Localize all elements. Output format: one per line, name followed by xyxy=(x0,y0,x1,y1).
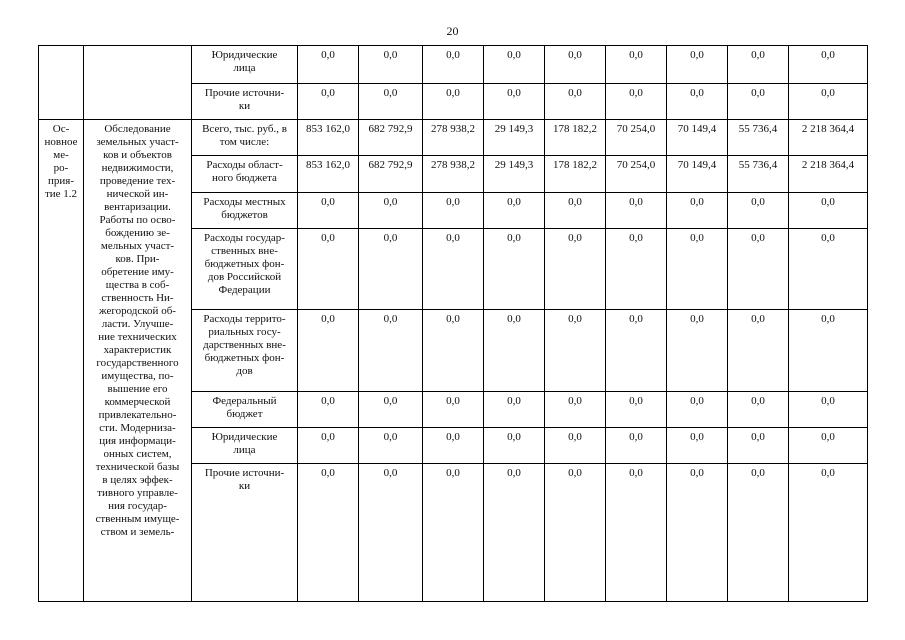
value-cell: 0,0 xyxy=(606,392,667,428)
value-cell: 0,0 xyxy=(484,229,545,310)
value-cell: 0,0 xyxy=(423,428,484,464)
funding-source-cell: Расходы област- ного бюджета xyxy=(192,156,298,193)
value-cell: 0,0 xyxy=(545,229,606,310)
funding-source-cell: Расходы государ- ственных вне- бюджетных фон- дов Российской Федерации xyxy=(192,229,298,310)
value-cell: 55 736,4 xyxy=(728,156,789,193)
value-cell: 0,0 xyxy=(667,464,728,602)
value-cell: 0,0 xyxy=(298,84,359,120)
value-cell: 278 938,2 xyxy=(423,156,484,193)
value-cell: 0,0 xyxy=(789,392,868,428)
value-cell: 0,0 xyxy=(545,428,606,464)
value-cell: 0,0 xyxy=(484,392,545,428)
value-cell: 178 182,2 xyxy=(545,156,606,193)
funding-source-cell: Прочие источни- ки xyxy=(192,464,298,602)
value-cell: 0,0 xyxy=(423,229,484,310)
value-cell: 0,0 xyxy=(667,428,728,464)
value-cell: 0,0 xyxy=(606,229,667,310)
value-cell: 0,0 xyxy=(789,84,868,120)
value-cell: 0,0 xyxy=(298,229,359,310)
value-cell: 853 162,0 xyxy=(298,120,359,156)
value-cell: 0,0 xyxy=(606,193,667,229)
value-cell: 0,0 xyxy=(298,193,359,229)
value-cell: 0,0 xyxy=(359,229,423,310)
value-cell: 0,0 xyxy=(789,310,868,392)
value-cell: 0,0 xyxy=(606,46,667,84)
value-cell: 0,0 xyxy=(423,392,484,428)
value-cell: 0,0 xyxy=(484,84,545,120)
funding-source-cell: Федеральный бюджет xyxy=(192,392,298,428)
value-cell: 0,0 xyxy=(789,229,868,310)
value-cell: 0,0 xyxy=(359,428,423,464)
value-cell: 0,0 xyxy=(667,46,728,84)
funding-source-cell: Прочие источни- ки xyxy=(192,84,298,120)
activity-code-cell: Ос- новное ме- ро- прия- тие 1.2 xyxy=(39,120,84,602)
value-cell: 0,0 xyxy=(667,310,728,392)
value-cell: 55 736,4 xyxy=(728,120,789,156)
value-cell: 0,0 xyxy=(359,310,423,392)
value-cell: 0,0 xyxy=(728,428,789,464)
value-cell: 0,0 xyxy=(484,310,545,392)
description-cell-empty xyxy=(84,46,192,120)
value-cell: 0,0 xyxy=(545,392,606,428)
funding-source-cell: Всего, тыс. руб., в том числе: xyxy=(192,120,298,156)
value-cell: 70 254,0 xyxy=(606,120,667,156)
value-cell: 0,0 xyxy=(789,464,868,602)
value-cell: 0,0 xyxy=(728,392,789,428)
value-cell: 0,0 xyxy=(606,84,667,120)
page-number: 20 xyxy=(446,24,459,38)
value-cell: 0,0 xyxy=(545,193,606,229)
value-cell: 0,0 xyxy=(359,464,423,602)
value-cell: 0,0 xyxy=(728,46,789,84)
value-cell: 0,0 xyxy=(545,46,606,84)
table-row xyxy=(39,120,868,156)
value-cell: 853 162,0 xyxy=(298,156,359,193)
value-cell: 0,0 xyxy=(484,464,545,602)
value-cell: 0,0 xyxy=(359,84,423,120)
value-cell: 0,0 xyxy=(667,193,728,229)
value-cell: 0,0 xyxy=(423,84,484,120)
funding-source-cell: Юридические лица xyxy=(192,46,298,84)
value-cell: 0,0 xyxy=(728,193,789,229)
value-cell: 70 254,0 xyxy=(606,156,667,193)
value-cell: 0,0 xyxy=(728,229,789,310)
value-cell: 0,0 xyxy=(298,310,359,392)
value-cell: 0,0 xyxy=(423,464,484,602)
budget-table xyxy=(38,45,868,602)
code-cell-empty xyxy=(39,46,84,120)
value-cell: 0,0 xyxy=(667,392,728,428)
value-cell: 2 218 364,4 xyxy=(789,156,868,193)
value-cell: 70 149,4 xyxy=(667,120,728,156)
value-cell: 0,0 xyxy=(545,84,606,120)
value-cell: 0,0 xyxy=(484,193,545,229)
funding-source-cell: Расходы местных бюджетов xyxy=(192,193,298,229)
value-cell: 0,0 xyxy=(484,46,545,84)
value-cell: 0,0 xyxy=(545,310,606,392)
funding-source-cell: Расходы террито- риальных госу- дарственных вне- бюджетных фон- дов xyxy=(192,310,298,392)
activity-description-cell: Обследование земельных участ- ков и объектов недвижимости, проведение тех- нической ин- вентаризации. Работы по осво- бождению зе- мельных участ- ков. При- обретение иму- щества в соб- ственность Ни- жегородской об- ласти. Улучше- ние технических характеристик государственного имущества, по- вышение его коммерческой привлекательно- сти. Модерниза- ция информаци- онных систем, технической базы в целях эффек- тивного управле- ния государ- ственным имуще- ством и земель- xyxy=(84,120,192,602)
value-cell: 0,0 xyxy=(606,310,667,392)
value-cell: 0,0 xyxy=(728,310,789,392)
value-cell: 0,0 xyxy=(298,464,359,602)
value-cell: 0,0 xyxy=(667,84,728,120)
value-cell: 29 149,3 xyxy=(484,120,545,156)
value-cell: 0,0 xyxy=(545,464,606,602)
value-cell: 0,0 xyxy=(728,84,789,120)
value-cell: 70 149,4 xyxy=(667,156,728,193)
value-cell: 0,0 xyxy=(484,428,545,464)
value-cell: 178 182,2 xyxy=(545,120,606,156)
value-cell: 0,0 xyxy=(789,193,868,229)
value-cell: 682 792,9 xyxy=(359,156,423,193)
value-cell: 0,0 xyxy=(423,46,484,84)
value-cell: 0,0 xyxy=(359,193,423,229)
value-cell: 0,0 xyxy=(298,392,359,428)
value-cell: 0,0 xyxy=(423,310,484,392)
value-cell: 682 792,9 xyxy=(359,120,423,156)
value-cell: 278 938,2 xyxy=(423,120,484,156)
value-cell: 0,0 xyxy=(606,428,667,464)
value-cell: 0,0 xyxy=(359,46,423,84)
value-cell: 0,0 xyxy=(789,428,868,464)
value-cell: 0,0 xyxy=(298,46,359,84)
value-cell: 0,0 xyxy=(606,464,667,602)
funding-source-cell: Юридические лица xyxy=(192,428,298,464)
value-cell: 0,0 xyxy=(667,229,728,310)
value-cell: 0,0 xyxy=(423,193,484,229)
value-cell: 0,0 xyxy=(298,428,359,464)
value-cell: 0,0 xyxy=(359,392,423,428)
value-cell: 2 218 364,4 xyxy=(789,120,868,156)
value-cell: 0,0 xyxy=(728,464,789,602)
table-row xyxy=(39,46,868,84)
value-cell: 29 149,3 xyxy=(484,156,545,193)
value-cell: 0,0 xyxy=(789,46,868,84)
